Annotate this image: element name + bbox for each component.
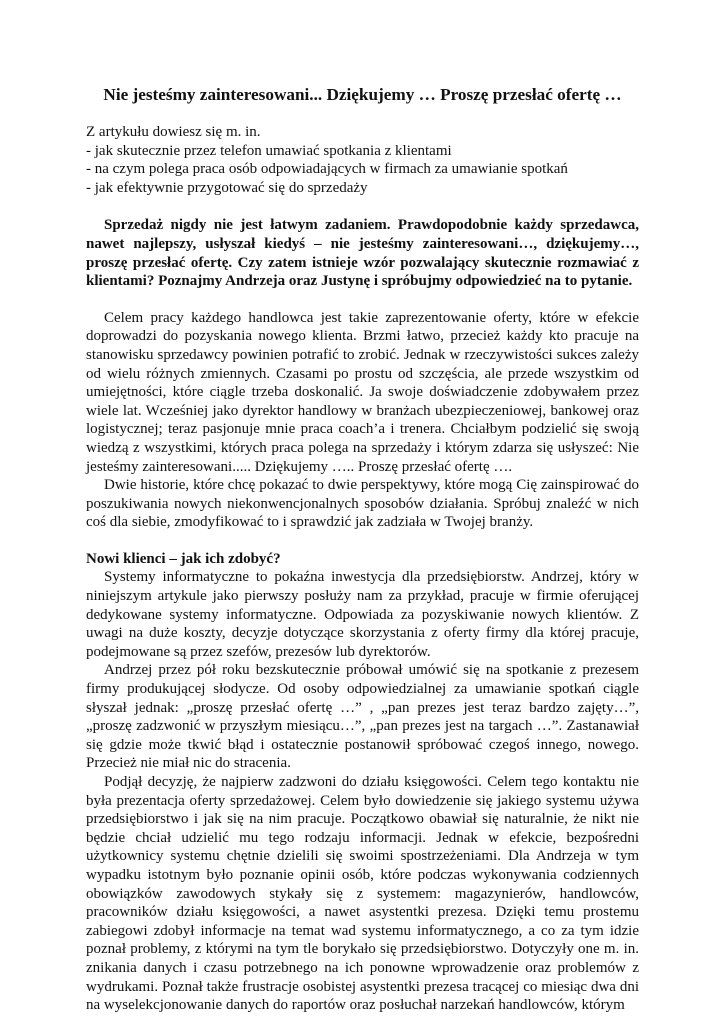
section-intro	[86, 309, 639, 532]
section-heading: Nowi klienci – jak ich zdobyć?	[86, 550, 281, 567]
body-paragraph: Dwie historie, które chcę pokazać to dwie perspektywy, które mogą Cię zainspirować do poszukiwania nowych niekonwencjonalnych sposobów działania. Spróbuj znaleźć w nich coś dla siebie, zmodyfikować to i sprawdzić jak zadziała w Twojej branży.	[86, 477, 639, 531]
document-page	[86, 84, 639, 1033]
section-new-clients	[86, 550, 639, 1015]
body-paragraph: Celem pracy każdego handlowca jest takie zaprezentowanie oferty, które w efekcie doprowadzi do pozyskania nowego klienta. Brzmi łatwo, przecież każdy kto pracuje na stanowisku sprzedawcy powinien potrafić to zrobić. Jednak w rzeczywistości sukces zależy od wielu różnych zmiennych. Czasami po prostu od szczęścia, ale przede wszystkim od umiejętności, które ciągle trzeba doskonalić. Ja swoje doświadczenie zdobywałem przez wiele lat. Wcześniej jako dyrektor handlowy w branżach ubezpieczeniowej, bankowej oraz logistycznej; teraz pasjonuje mnie praca coach’a i trenera. Chciałbym podzielić się swoją wiedzą z wszystkimi, których praca polega na sprzedaży i którym zdarza się usłyszeć: Nie jesteśmy zainteresowani..... Dziękujemy ….. Proszę przesłać ofertę ….	[86, 309, 639, 475]
document-title: Nie jesteśmy zainteresowani... Dziękujemy … Proszę przesłać ofertę …	[103, 85, 622, 104]
intro-line: - jak efektywnie przygotować się do sprzedaży	[86, 179, 368, 196]
lead-paragraph: Sprzedaż nigdy nie jest łatwym zadaniem. Prawdopodobnie każdy sprzedawca, nawet najlepszy, usłyszał kiedyś – nie jesteśmy zainteresowani…, dziękujemy…, proszę przesłać ofertę. Czy zatem istnieje wzór pozwalający skutecznie rozmawiać z klientami? Poznajmy Andrzeja oraz Justynę i spróbujmy odpowiedzieć na to pytanie.	[86, 217, 639, 290]
intro-line: Z artykułu dowiesz się m. in.	[86, 124, 261, 140]
body-paragraph: Andrzej przez pół roku bezskutecznie próbował umówić się na spotkanie z prezesem firmy produkującej słodycze. Od osoby odpowiedzialnej za umawianie spotkań ciągle słyszał jednak: „proszę przesłać ofertę …” , „pan prezes jest teraz bardzo zajęty…”, „proszę zadzwonić w przyszłym miesiącu…”, „pan prezes jest na targach …”. Zastanawiał się gdzie może tkwić błąd i ostatecznie postanowił spróbować czegoś innego, nowego. Przecież nie miał nic do stracenia.	[86, 662, 639, 772]
intro-list	[86, 123, 639, 197]
body-paragraph: Systemy informatyczne to pokaźna inwestycja dla przedsiębiorstw. Andrzej, który w niniejszym artykule jako pierwszy posłuży nam za przykład, pracuje w firmie oferującej dedykowane systemy informatyczne. Odpowiada za pozyskiwanie nowych klientów. Z uwagi na duże koszty, decyzje dotyczące skorzystania z oferty firmy dla której pracuje, podejmowane są przez szefów, prezesów lub dyrektorów.	[86, 569, 639, 660]
body-paragraph: Podjął decyzję, że najpierw zadzwoni do działu księgowości. Celem tego kontaktu nie była prezentacja oferty sprzedażowej. Celem było dowiedzenie się jakiego systemu używa przedsiębiorstwo i jak się na nim pracuje. Początkowo obawiał się naturalnie, że nikt nie będzie chciał udzielić mu tego rodzaju informacji. Jednak w efekcie, bezpośredni użytkownicy systemu chętnie dzielili się swoimi spostrzeżeniami. Dla Andrzeja w tym wypadku istotnym było poznanie opinii osób, które podczas wykonywania codziennych obowiązków zawodowych stykały się z systemem: magazynierów, handlowców, pracowników działu księgowości, a nawet asystentki prezesa. Dzięki temu prostemu zabiegowi zdobył informacje na temat wad systemu informatycznego, a co za tym idzie poznał problemy, z którymi na tym tle borykało się przedsiębiorstwo. Dotyczyły one m. in. znikania danych i czasu potrzebnego na ich ponowne wprowadzenie oraz problemów z wydrukami. Poznał także frustracje osobistej asystentki prezesa tracącej co miesiąc dwa dni na wyselekcjonowanie danych do raportów oraz posłuchał narzekań handlowców, którym	[86, 774, 639, 1014]
intro-line: - na czym polega praca osób odpowiadających w firmach za umawianie spotkań	[86, 161, 568, 178]
intro-line: - jak skutecznie przez telefon umawiać spotkania z klientami	[86, 142, 452, 159]
